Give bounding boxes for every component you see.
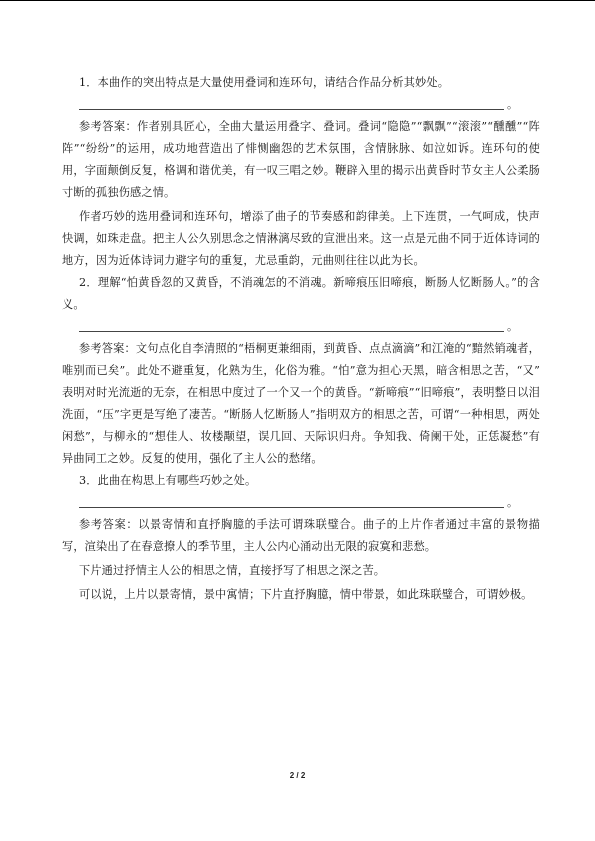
answer-blank-rule [79,109,504,110]
question-1-answer-paragraph-2: 作者巧妙的选用叠词和连环句，增添了曲子的节奏感和韵律美。上下连贯，一气呵成，快声快调，如珠走盘。把主人公久别思念之情淋漓尽致的宣泄出来。这一点是元曲不同于近体诗词的地方，因为近体诗词力避字句的重复，尤忌重韵，元曲则往往以此为长。 [62,210,540,267]
question-1-answer-paragraph-1: 参考答案：作者别具匠心，全曲大量运用叠字、叠词。叠词“隐隐”“飘飘”“滚滚”“醺醺”“阵阵”“纷纷”的运用，成功地营造出了悱恻幽怨的艺术氛围，含情脉脉、如泣如诉。连环句的使用，字面颠倒反复，格调和谐优美，有一叹三唱之妙。鞭辟入里的揭示出黄昏时节女主人公柔肠寸断的孤独伤感之情。 [62,120,540,199]
document-body [62,72,552,606]
answer-blank-rule [79,331,504,332]
question-2-answer-paragraph-1: 参考答案：文句点化自李清照的“梧桐更兼细雨，到黄昏、点点滴滴”和江淹的“黯然销魂者，唯别而已矣”。此处不避重复，化熟为生，化俗为雅。“怕”意为担心天黑，暗含相思之苦，“又” 表明对时光流逝的无奈，在相思中度过了一个又一个的黄昏。“新啼痕”“旧啼痕”，表明整日以泪洗面，“压”字更是写绝了凄苦。“断肠人忆断肠人”指明双方的相思之苦，可谓“一种相思，两处闲愁”，与柳永的“想佳人、妆楼颙望，误几回、天际识归舟。争知我、倚阑干处，正恁凝愁”有异曲同工之妙。反复的使用，强化了主人公的愁绪。 [62,342,552,465]
question-3-prompt: 3．此曲在构思上有哪些巧妙之处。 [79,474,257,487]
question-1-answer-blank[interactable] [79,94,540,116]
answer-blank-rule [79,507,504,508]
question-3-answer-blank[interactable] [79,492,540,514]
question-2-answer-blank[interactable] [79,316,540,338]
answer-blank-end-mark: 。 [507,496,519,509]
page-number: 2 / 2 [289,771,306,780]
answer-blank-end-mark: 。 [507,98,519,111]
question-3-answer-paragraph-1: 参考答案：以景寄情和直抒胸臆的手法可谓珠联璧合。曲子的上片作者通过丰富的景物描写，渲染出了在春意撩人的季节里，主人公内心涌动出无限的寂寞和悲愁。 [62,518,540,553]
page-top-border [0,0,595,1]
question-3-answer-paragraph-2: 下片通过抒情主人公的相思之情，直接抒写了相思之深之苦。 [79,564,386,577]
answer-blank-end-mark: 。 [507,320,519,333]
question-2-prompt: 2．理解“怕黄昏忽的又黄昏，不消魂怎的不消魂。新啼痕压旧啼痕，断肠人忆断肠人。”的含义。 [62,276,540,311]
question-3-answer-paragraph-3: 可以说，上片以景寄情，景中寓情；下片直抒胸臆，情中带景，如此珠联璧合，可谓妙极。 [79,588,533,601]
question-1-prompt: 1．本曲作的突出特点是大量使用叠词和连环句，请结合作品分析其妙处。 [79,76,450,89]
